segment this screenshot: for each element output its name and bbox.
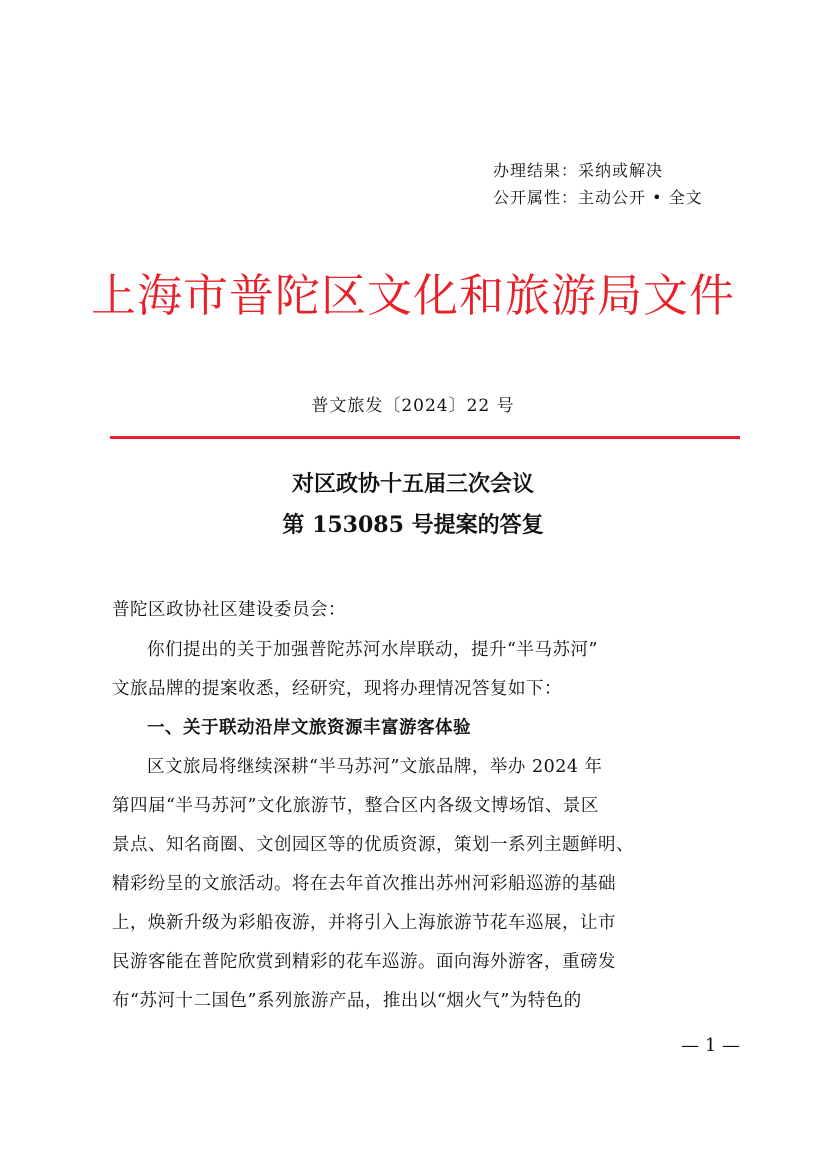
salutation: 普陀区政协社区建设委员会： [112,600,346,620]
body-line: 民游客能在普陀欣赏到精彩的花车巡游。面向海外游客，重磅发 [112,952,616,972]
document-meta [493,157,703,211]
body-line: 文旅品牌的提案收悉，经研究，现将办理情况答复如下： [112,679,562,699]
body-line: 上，焕新升级为彩船夜游，并将引入上海旅游节花车巡展，让市 [112,913,616,933]
body-line: 区文旅局将继续深耕“半马苏河”文旅品牌，举办 2024 年 [147,757,603,777]
body-line: 第四届“半马苏河”文化旅游节，整合区内各级文博场馆、景区 [112,796,599,816]
document-number: 普文旅发〔2024〕22 号 [311,396,515,416]
page-number: — 1 — [681,1035,740,1056]
body-line: 布“苏河十二国色”系列旅游产品，推出以“烟火气”为特色的 [112,991,582,1011]
handling-result: 办理结果：采纳或解决 [493,161,664,180]
body-line: 精彩纷呈的文旅活动。将在去年首次推出苏州河彩船巡游的基础 [112,874,616,894]
body-line: 你们提出的关于加强普陀苏河水岸联动，提升“半马苏河” [147,640,598,660]
disclosure-attribute: 公开属性：主动公开 • 全文 [493,188,703,207]
document-title-line-1: 对区政协十五届三次会议 [291,471,534,497]
body-line: 景点、知名商圈、文创园区等的优质资源，策划一系列主题鲜明、 [112,835,634,855]
masthead-title: 上海市普陀区文化和旅游局文件 [90,269,735,322]
red-divider [110,436,740,439]
document-title-line-2: 第 153085 号提案的答复 [282,512,544,538]
section-heading: 一、关于联动沿岸文旅资源丰富游客体验 [147,718,471,738]
